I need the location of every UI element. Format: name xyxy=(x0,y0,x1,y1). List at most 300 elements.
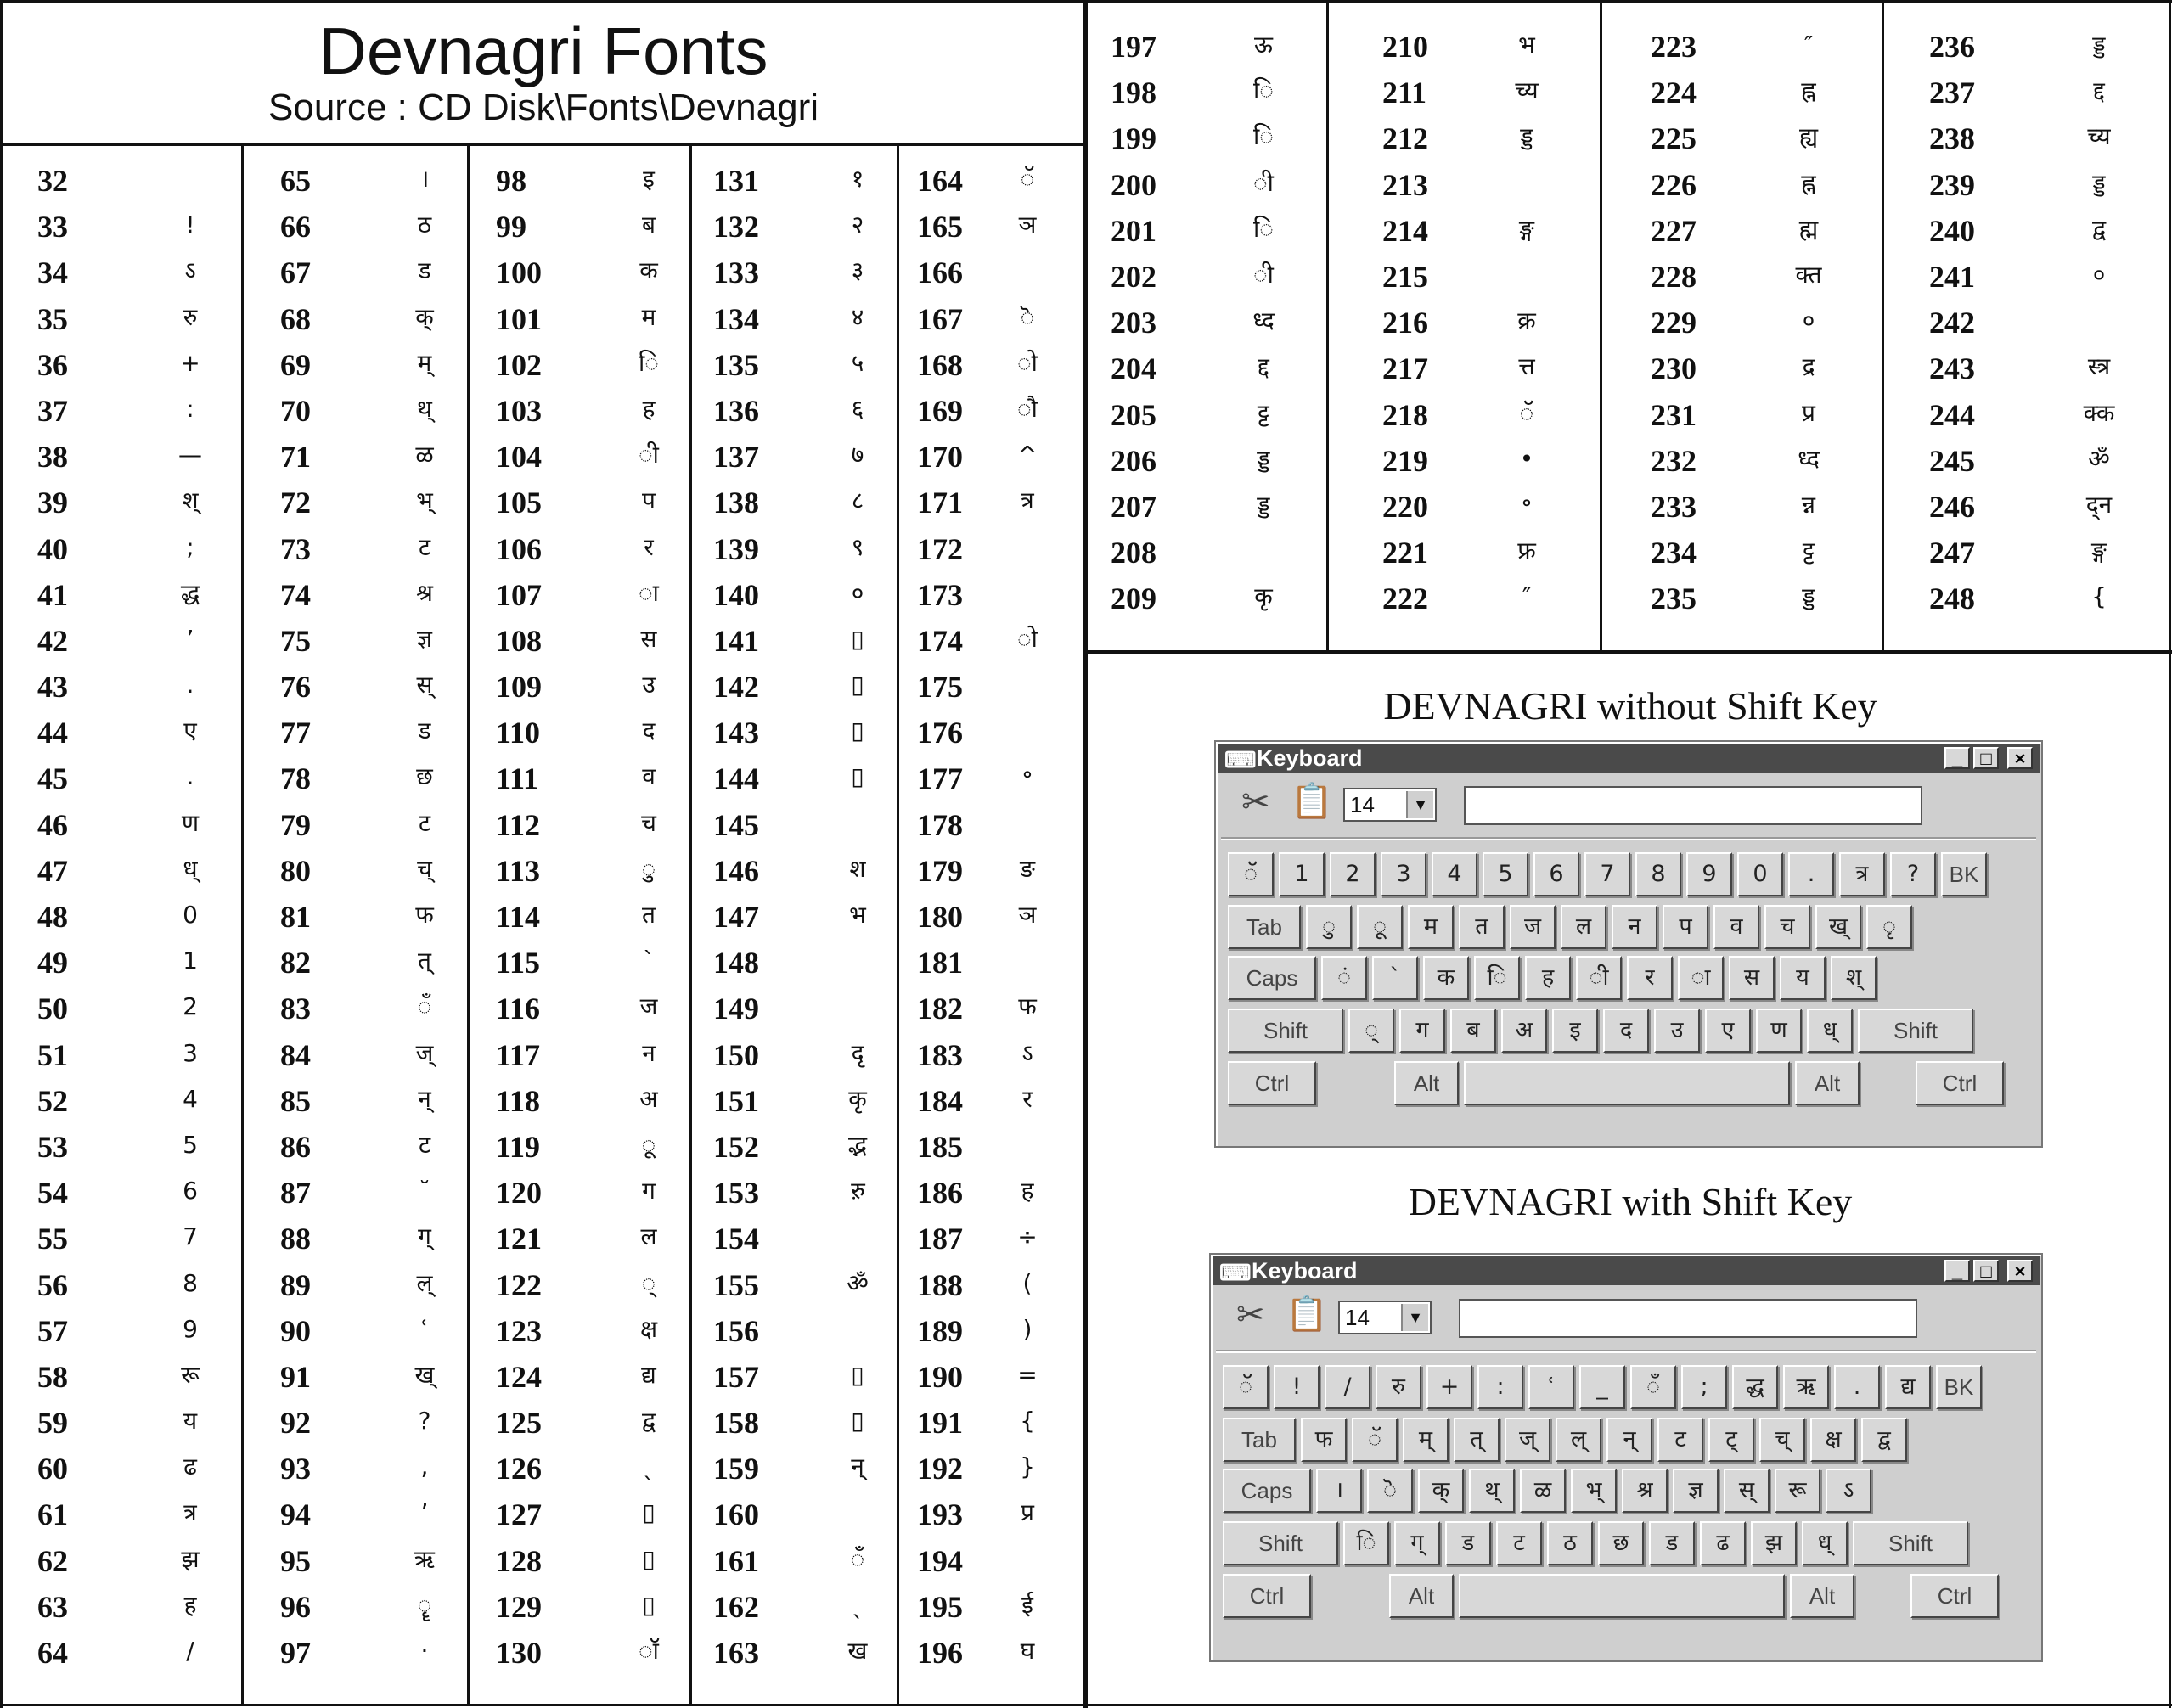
char-code: 205 xyxy=(1111,397,1156,432)
char-glyph: ९ xyxy=(851,532,864,561)
key-char[interactable]: व xyxy=(1713,905,1759,949)
char-code: 69 xyxy=(280,347,311,382)
char-glyph: फ xyxy=(415,901,434,929)
key-char[interactable]: क् xyxy=(1418,1469,1464,1513)
char-code: 52 xyxy=(37,1083,68,1118)
key-char[interactable]: . xyxy=(1834,1365,1880,1409)
key-char[interactable]: ा xyxy=(1678,956,1724,1000)
source-path: Source : CD Disk\Fonts\Devnagri xyxy=(268,87,819,128)
char-code: 39 xyxy=(37,486,68,520)
close-button[interactable]: × xyxy=(2007,747,2033,769)
key-ctrl[interactable]: Ctrl xyxy=(1910,1574,1999,1618)
char-code: 108 xyxy=(496,623,542,658)
key-char[interactable]: ठ xyxy=(1547,1521,1593,1565)
key-char[interactable]: 0 xyxy=(1737,852,1783,896)
font-size-select[interactable] xyxy=(1343,788,1437,822)
key-char[interactable]: त् xyxy=(1454,1418,1500,1462)
char-code: 109 xyxy=(496,670,542,705)
char-glyph: ो xyxy=(1017,624,1038,653)
char-code: 35 xyxy=(37,301,68,336)
char-code: 78 xyxy=(280,761,311,796)
char-glyph: ् xyxy=(641,1268,656,1297)
key-char[interactable]: ध् xyxy=(1807,1009,1853,1053)
key-char[interactable]: अ xyxy=(1501,1009,1547,1053)
key-char[interactable]: ए xyxy=(1705,1009,1751,1053)
char-glyph: घ xyxy=(1020,1637,1035,1665)
char-glyph: द्य xyxy=(641,1360,656,1389)
char-code: 42 xyxy=(37,623,68,658)
char-glyph: म् xyxy=(417,348,432,377)
key-char[interactable]: ! xyxy=(1274,1365,1320,1409)
char-code: 168 xyxy=(917,347,963,382)
char-glyph: द्व xyxy=(2091,214,2107,243)
char-code: 186 xyxy=(917,1176,963,1211)
char-glyph: ; xyxy=(186,532,194,561)
char-code: 130 xyxy=(496,1636,542,1670)
char-code: 86 xyxy=(280,1129,311,1164)
char-code: 145 xyxy=(713,807,759,842)
key-char[interactable]: त xyxy=(1459,905,1505,949)
key-char[interactable]: त्र xyxy=(1839,852,1885,896)
key-char[interactable]: ी xyxy=(1576,956,1622,1000)
column-divider xyxy=(467,144,470,1706)
key-char[interactable]: / xyxy=(1325,1365,1370,1409)
char-code: 63 xyxy=(37,1589,68,1624)
char-code: 38 xyxy=(37,440,68,475)
key-char[interactable]: ग xyxy=(1399,1009,1445,1053)
char-code: 225 xyxy=(1651,121,1697,156)
char-code: 41 xyxy=(37,577,68,612)
key-char[interactable]: श्र xyxy=(1622,1469,1668,1513)
char-glyph: ज xyxy=(639,992,658,1021)
key-char[interactable]: ण xyxy=(1756,1009,1802,1053)
key-char[interactable]: 1 xyxy=(1279,852,1325,896)
char-code: 128 xyxy=(496,1543,542,1578)
char-glyph: १ xyxy=(851,165,864,193)
char-code: 214 xyxy=(1382,213,1428,248)
char-code: 170 xyxy=(917,440,963,475)
char-code: 137 xyxy=(713,440,759,475)
key-char[interactable]: द्य xyxy=(1885,1365,1931,1409)
char-code: 165 xyxy=(917,210,963,244)
char-glyph: क्त xyxy=(1795,260,1822,289)
char-glyph: — xyxy=(178,441,202,469)
key-tab[interactable]: Tab xyxy=(1223,1418,1296,1462)
char-code: 192 xyxy=(917,1452,963,1486)
key-char[interactable]: ʿ xyxy=(1528,1365,1574,1409)
char-code: 153 xyxy=(713,1176,759,1211)
char-glyph: न्न xyxy=(1802,490,1815,519)
key-char[interactable]: रु xyxy=(1376,1365,1421,1409)
char-code: 245 xyxy=(1929,443,1975,478)
char-code: 75 xyxy=(280,623,311,658)
key-caps[interactable]: Caps xyxy=(1228,956,1316,1000)
key-char[interactable]: । xyxy=(1316,1469,1362,1513)
char-glyph: ञ xyxy=(1018,901,1037,929)
key-char[interactable]: 5 xyxy=(1483,852,1528,896)
char-code: 152 xyxy=(713,1129,759,1164)
char-glyph: ऱु xyxy=(851,1177,864,1205)
char-code: 198 xyxy=(1111,76,1156,110)
char-code: 220 xyxy=(1382,489,1428,524)
key-char[interactable]: ल xyxy=(1561,905,1606,949)
char-code: 199 xyxy=(1111,121,1156,156)
copy-icon[interactable]: 📋 xyxy=(1291,783,1333,820)
char-glyph: ह xyxy=(642,394,656,423)
key-char[interactable]: ल् xyxy=(1556,1418,1601,1462)
char-code: 126 xyxy=(496,1452,542,1486)
window-titlebar xyxy=(1213,1256,2040,1285)
char-glyph: ह्न xyxy=(1801,76,1816,105)
key-char[interactable]: ् xyxy=(1348,1009,1394,1053)
key-char[interactable]: ऽ xyxy=(1826,1469,1871,1513)
char-code: 222 xyxy=(1382,582,1428,616)
key-char[interactable]: 3 xyxy=(1381,852,1426,896)
minimize-button[interactable]: _ xyxy=(1944,747,1970,769)
chevron-down-icon[interactable]: ▼ xyxy=(1401,1304,1428,1331)
key-char[interactable]: द xyxy=(1603,1009,1649,1053)
column-divider xyxy=(1600,0,1602,652)
char-glyph: 2 xyxy=(183,992,198,1021)
key-char[interactable]: ॅ xyxy=(1228,852,1274,896)
char-glyph: भ xyxy=(1518,31,1535,59)
key-char[interactable]: ृ xyxy=(1866,905,1912,949)
key-alt[interactable]: Alt xyxy=(1790,1574,1854,1618)
key-char[interactable]: ढ xyxy=(1700,1521,1746,1565)
char-code: 172 xyxy=(917,531,963,566)
font-size-select[interactable] xyxy=(1338,1301,1432,1334)
char-glyph: ५ xyxy=(851,348,864,377)
key-ctrl[interactable]: Ctrl xyxy=(1916,1061,2004,1105)
char-glyph: ३ xyxy=(851,256,864,285)
char-code: 187 xyxy=(917,1222,963,1256)
key-char[interactable]: ॅ xyxy=(1352,1418,1398,1462)
key-char[interactable]: ळ xyxy=(1520,1469,1566,1513)
char-glyph: ध्द xyxy=(1798,444,1820,473)
char-code: 104 xyxy=(496,440,542,475)
key-shift[interactable]: Shift xyxy=(1228,1009,1343,1053)
char-code: 66 xyxy=(280,210,311,244)
char-code: 196 xyxy=(917,1636,963,1670)
key-char[interactable]: म xyxy=(1408,905,1454,949)
char-glyph: ट्ट xyxy=(1258,398,1269,427)
output-text-field[interactable] xyxy=(1459,1299,1917,1338)
key-tab[interactable]: Tab xyxy=(1228,905,1301,949)
char-glyph: ऊ xyxy=(1254,31,1273,59)
char-code: 241 xyxy=(1929,259,1975,294)
key-char[interactable]: ॅ xyxy=(1223,1365,1269,1409)
key-char[interactable]: ध् xyxy=(1802,1521,1848,1565)
char-glyph: ॐ xyxy=(847,1268,869,1297)
char-glyph: ड्ड xyxy=(1257,490,1270,519)
key-char[interactable]: रू xyxy=(1775,1469,1820,1513)
char-glyph: त्र xyxy=(1021,486,1034,515)
key-char[interactable]: _ xyxy=(1579,1365,1625,1409)
key-char[interactable]: ग् xyxy=(1394,1521,1440,1565)
key-char[interactable]: द्व xyxy=(1861,1418,1907,1462)
title-divider xyxy=(0,143,1085,146)
char-code: 209 xyxy=(1111,582,1156,616)
char-glyph: ड्ड xyxy=(1520,122,1533,151)
key-char[interactable]: 8 xyxy=(1635,852,1681,896)
key-char[interactable]: ट् xyxy=(1708,1418,1754,1462)
key-char[interactable]: ब xyxy=(1450,1009,1496,1053)
column-divider xyxy=(1326,0,1329,652)
char-code: 102 xyxy=(496,347,542,382)
char-code: 58 xyxy=(37,1359,68,1394)
char-code: 216 xyxy=(1382,306,1428,340)
key-char[interactable]: र xyxy=(1627,956,1673,1000)
char-code: 46 xyxy=(37,807,68,842)
char-code: 141 xyxy=(713,623,759,658)
char-code: 106 xyxy=(496,531,542,566)
key-char[interactable]: ` xyxy=(1372,956,1418,1000)
key-char[interactable]: ि xyxy=(1474,956,1520,1000)
key-alt[interactable]: Alt xyxy=(1795,1061,1860,1105)
char-code: 158 xyxy=(713,1406,759,1441)
key-char[interactable]: स् xyxy=(1724,1469,1770,1513)
key-char[interactable]: ? xyxy=(1890,852,1936,896)
char-glyph: • xyxy=(1519,444,1534,473)
char-glyph: ह्न xyxy=(1801,168,1816,197)
key-char[interactable]: भ् xyxy=(1571,1469,1617,1513)
char-code: 129 xyxy=(496,1589,542,1624)
key-char[interactable]: ज xyxy=(1510,905,1556,949)
char-code: 212 xyxy=(1382,121,1428,156)
close-button[interactable]: × xyxy=(2007,1260,2033,1282)
key-char[interactable]: 4 xyxy=(1432,852,1477,896)
key-char[interactable]: ँ xyxy=(1630,1365,1676,1409)
char-glyph: त् xyxy=(418,947,431,975)
char-code: 100 xyxy=(496,256,542,290)
char-glyph: ड xyxy=(418,256,431,285)
char-code: 57 xyxy=(37,1313,68,1348)
maximize-button[interactable]: □ xyxy=(1973,747,1999,769)
key-char[interactable]: ट xyxy=(1496,1521,1542,1565)
minimize-button[interactable]: _ xyxy=(1944,1260,1970,1282)
char-glyph: स xyxy=(640,624,657,653)
char-glyph: उ xyxy=(642,671,656,699)
char-glyph: { xyxy=(1020,1407,1035,1436)
char-code: 64 xyxy=(37,1636,68,1670)
key-char[interactable]: ु xyxy=(1306,905,1352,949)
key-char[interactable]: ऋ xyxy=(1783,1365,1829,1409)
key-char[interactable]: ड xyxy=(1649,1521,1695,1565)
char-code: 240 xyxy=(1929,213,1975,248)
char-code: 243 xyxy=(1929,351,1975,386)
char-glyph: ह्य xyxy=(1798,122,1819,151)
char-glyph: प्र xyxy=(1021,1498,1034,1527)
key-shift[interactable]: Shift xyxy=(1223,1521,1338,1565)
key-char[interactable]: 9 xyxy=(1686,852,1732,896)
copy-icon[interactable]: 📋 xyxy=(1286,1295,1328,1333)
char-glyph: 8 xyxy=(183,1268,198,1297)
char-code: 121 xyxy=(496,1222,542,1256)
key-char[interactable]: च xyxy=(1764,905,1810,949)
char-glyph: ( xyxy=(1022,1268,1033,1297)
char-code: 117 xyxy=(496,1037,541,1072)
char-code: 238 xyxy=(1929,121,1975,156)
char-glyph: ॰ xyxy=(1522,490,1532,519)
key-char[interactable]: ू xyxy=(1357,905,1403,949)
char-code: 111 xyxy=(496,761,539,796)
key-char[interactable]: + xyxy=(1426,1365,1472,1409)
key-char[interactable]: ज्ञ xyxy=(1673,1469,1719,1513)
char-glyph: छ xyxy=(416,762,433,791)
key-ctrl[interactable]: Ctrl xyxy=(1228,1061,1316,1105)
output-text-field[interactable] xyxy=(1464,786,1922,825)
char-code: 44 xyxy=(37,716,68,750)
key-char[interactable]: श् xyxy=(1831,956,1877,1000)
chevron-down-icon[interactable]: ▼ xyxy=(1406,791,1433,818)
column-divider xyxy=(1882,0,1884,652)
char-glyph: ग् xyxy=(418,1222,431,1251)
key-shift[interactable]: Shift xyxy=(1858,1009,1973,1053)
char-code: 138 xyxy=(713,486,759,520)
char-code: 151 xyxy=(713,1083,759,1118)
key-char[interactable]: प xyxy=(1663,905,1708,949)
key-bk[interactable]: BK xyxy=(1941,852,1987,896)
key-char[interactable]: ह xyxy=(1525,956,1571,1000)
char-glyph: ″ xyxy=(1803,31,1814,59)
key-char[interactable]: क xyxy=(1423,956,1469,1000)
key-char[interactable]: द्ध xyxy=(1732,1365,1778,1409)
char-code: 61 xyxy=(37,1497,68,1532)
char-glyph: श् xyxy=(182,486,199,515)
char-glyph: ङ्ग xyxy=(1519,214,1534,243)
char-glyph: 9 xyxy=(183,1314,198,1343)
char-glyph: ई xyxy=(1021,1590,1033,1619)
cut-icon[interactable]: ✂ xyxy=(1241,784,1270,821)
key-char[interactable]: थ् xyxy=(1469,1469,1515,1513)
char-glyph: ▯ xyxy=(851,716,864,745)
char-code: 90 xyxy=(280,1313,311,1348)
char-glyph: ऽ xyxy=(1021,1038,1033,1067)
char-glyph: च्य xyxy=(2087,122,2111,151)
key-char[interactable]: च् xyxy=(1759,1418,1805,1462)
key-char[interactable]: इ xyxy=(1552,1009,1598,1053)
key-char[interactable]: ट xyxy=(1657,1418,1703,1462)
font-size-value: 14 xyxy=(1345,1305,1370,1330)
key-char[interactable]: ड xyxy=(1445,1521,1491,1565)
char-code: 247 xyxy=(1929,536,1975,570)
key-char[interactable]: ख् xyxy=(1815,905,1861,949)
key-char[interactable]: : xyxy=(1477,1365,1523,1409)
char-glyph: न् xyxy=(851,1452,864,1481)
char-code: 150 xyxy=(713,1037,759,1072)
key-char[interactable]: 7 xyxy=(1584,852,1630,896)
key-char[interactable]: म् xyxy=(1403,1418,1449,1462)
char-glyph: ड्ड xyxy=(2092,168,2106,197)
char-code: 88 xyxy=(280,1222,311,1256)
char-glyph: ट xyxy=(418,808,431,837)
key-char[interactable]: छ xyxy=(1598,1521,1644,1565)
char-code: 242 xyxy=(1929,306,1975,340)
char-code: 118 xyxy=(496,1083,541,1118)
char-code: 162 xyxy=(713,1589,759,1624)
key-bk[interactable]: BK xyxy=(1936,1365,1982,1409)
key-char[interactable]: 6 xyxy=(1533,852,1579,896)
char-code: 73 xyxy=(280,531,311,566)
char-glyph: भ् xyxy=(416,486,433,515)
key-char[interactable]: . xyxy=(1788,852,1834,896)
char-glyph: ँ xyxy=(850,1544,865,1573)
key-char[interactable]: ं xyxy=(1321,956,1367,1000)
char-code: 191 xyxy=(917,1406,963,1441)
char-glyph: , xyxy=(420,1452,429,1481)
char-code: 228 xyxy=(1651,259,1697,294)
key-char[interactable]: क्ष xyxy=(1810,1418,1856,1462)
char-glyph: द्भ xyxy=(847,1130,868,1159)
char-glyph: ो xyxy=(1017,348,1038,377)
char-code: 134 xyxy=(713,301,759,336)
key-shift[interactable]: Shift xyxy=(1853,1521,1968,1565)
char-code: 169 xyxy=(917,393,963,428)
char-glyph: ˎ xyxy=(643,1452,655,1481)
column-divider xyxy=(689,144,692,1706)
key-caps[interactable]: Caps xyxy=(1223,1469,1311,1513)
char-code: 53 xyxy=(37,1129,68,1164)
char-glyph: ी xyxy=(1253,168,1274,197)
key-char[interactable]: न xyxy=(1612,905,1657,949)
char-code: 81 xyxy=(280,900,311,934)
key-alt[interactable]: Alt xyxy=(1394,1061,1459,1105)
char-glyph: दृ xyxy=(851,1038,864,1067)
key-char[interactable]: स xyxy=(1729,956,1775,1000)
cut-icon[interactable]: ✂ xyxy=(1236,1296,1265,1334)
char-glyph: ह्म xyxy=(1798,214,1819,243)
char-glyph: रु xyxy=(183,302,198,331)
char-code: 163 xyxy=(713,1636,759,1670)
char-glyph: ? xyxy=(418,1407,431,1436)
key-char[interactable]: य xyxy=(1780,956,1826,1000)
char-glyph: ँ xyxy=(417,992,432,1021)
key-char[interactable]: झ xyxy=(1751,1521,1797,1565)
maximize-button[interactable]: □ xyxy=(1973,1260,1999,1282)
char-code: 48 xyxy=(37,900,68,934)
char-code: 171 xyxy=(917,486,963,520)
keyboard-window-shifted xyxy=(1209,1253,2043,1662)
char-code: 204 xyxy=(1111,351,1156,386)
key-char[interactable]: न् xyxy=(1606,1418,1652,1462)
char-glyph: ▯ xyxy=(642,1544,656,1573)
char-code: 234 xyxy=(1651,536,1697,570)
char-glyph: द्न xyxy=(2085,490,2113,519)
key-char[interactable]: ि xyxy=(1343,1521,1389,1565)
char-glyph: ण xyxy=(181,808,200,837)
char-code: 159 xyxy=(713,1452,759,1486)
key-ctrl[interactable]: Ctrl xyxy=(1223,1574,1311,1618)
key-char[interactable]: ज् xyxy=(1505,1418,1550,1462)
char-glyph: कृ xyxy=(1254,582,1273,611)
char-glyph: ॐ xyxy=(2088,444,2110,473)
key-char[interactable]: उ xyxy=(1654,1009,1700,1053)
frame-border xyxy=(2169,0,2171,1708)
char-glyph: ग xyxy=(642,1177,656,1205)
char-code: 173 xyxy=(917,577,963,612)
char-glyph: ढ xyxy=(183,1452,197,1481)
char-code: 207 xyxy=(1111,489,1156,524)
key-char[interactable]: 2 xyxy=(1330,852,1376,896)
key-char[interactable]: ॆ xyxy=(1367,1469,1413,1513)
key-space[interactable] xyxy=(1459,1574,1785,1618)
key-char[interactable]: फ xyxy=(1301,1418,1347,1462)
key-alt[interactable]: Alt xyxy=(1389,1574,1454,1618)
char-code: 193 xyxy=(917,1497,963,1532)
char-code: 164 xyxy=(917,164,963,198)
key-char[interactable]: ; xyxy=(1681,1365,1727,1409)
key-space[interactable] xyxy=(1464,1061,1790,1105)
